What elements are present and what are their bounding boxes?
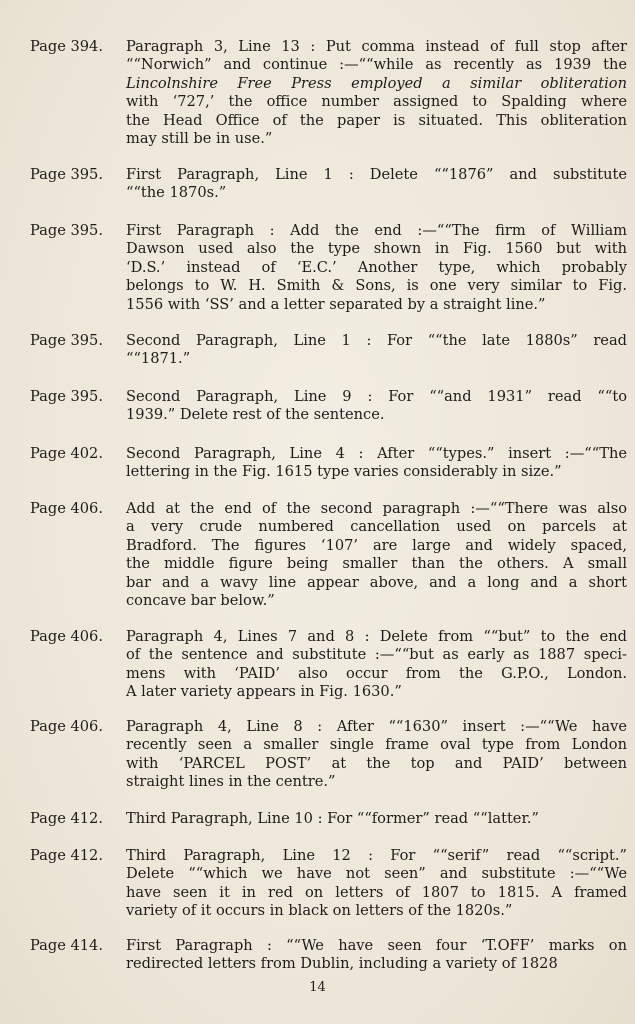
page-reference: Page 394.: [30, 38, 103, 55]
text-line: Delete ““which we have not seen” and substitute :—““We: [126, 865, 627, 883]
text-line: First Paragraph : Add the end :—““The firm of William: [126, 222, 627, 239]
erratum-text: [126, 628, 627, 702]
text-line: Bradford. The figures ‘107’ are large and widely spaced,: [126, 536, 627, 554]
text-line: Lincolnshire Free Press employed a similar obliteration: [126, 74, 627, 92]
erratum-text: [126, 38, 627, 148]
page-reference: Page 414.: [30, 937, 103, 954]
text-line: of the sentence and substitute :—““but as early as 1887 speci-: [126, 646, 627, 664]
page-number: 14: [309, 980, 326, 995]
text-line: A later variety appears in Fig. 1630.”: [126, 683, 402, 701]
text-line: First Paragraph, Line 1 : Delete ““1876” and substitute: [126, 166, 627, 183]
text-line: concave bar below.”: [126, 592, 275, 610]
erratum-text: [126, 388, 627, 425]
page-reference: Page 412.: [30, 847, 103, 864]
page-reference: Page 412.: [30, 810, 103, 827]
text-line: Third Paragraph, Line 10 : For ““former” read ““latter.”: [126, 810, 539, 827]
text-line: Second Paragraph, Line 4 : After ““types.” insert :—““The: [126, 445, 627, 462]
text-line: ““Norwich” and continue :—““while as recently as 1939 the: [126, 56, 627, 74]
text-line: the Head Office of the paper is situated. This obliteration: [126, 111, 627, 129]
text-line: Paragraph 3, Line 13 : Put comma instead of full stop after: [126, 38, 627, 55]
page-reference: Page 395.: [30, 222, 103, 239]
text-line: Third Paragraph, Line 12 : For ““serif” read ““script.”: [126, 847, 627, 864]
text-line: Second Paragraph, Line 9 : For ““and 1931” read ““to: [126, 388, 627, 405]
text-line: Dawson used also the type shown in Fig. 1560 but with: [126, 240, 627, 258]
text-line: bar and a wavy line appear above, and a long and a short: [126, 573, 627, 591]
text-line: Paragraph 4, Line 8 : After ““1630” insert :—““We have: [126, 718, 627, 735]
text-line: with ‘727,’ the office number assigned to Spalding where: [126, 93, 627, 111]
text-line: 1939.” Delete rest of the sentence.: [126, 406, 385, 424]
text-line: redirected letters from Dublin, including a variety of 1828: [126, 955, 558, 973]
text-line: belongs to W. H. Smith & Sons, is one very similar to Fig.: [126, 277, 627, 295]
text-line: Second Paragraph, Line 1 : For ““the late 1880s” read: [126, 332, 627, 349]
text-line: mens with ‘PAID’ also occur from the G.P.O., London.: [126, 664, 627, 682]
text-line: ‘D.S.’ instead of ‘E.C.’ Another type, which probably: [126, 258, 627, 276]
erratum-text: [126, 847, 627, 921]
page-reference: Page 402.: [30, 445, 103, 462]
text-line: First Paragraph : ““We have seen four ‘T.OFF’ marks on: [126, 937, 627, 954]
text-line: ““the 1870s.”: [126, 184, 227, 202]
erratum-text: [126, 810, 627, 828]
text-line: lettering in the Fig. 1615 type varies considerably in size.”: [126, 463, 562, 481]
text-line: 1556 with ‘SS’ and a letter separated by a straight line.”: [126, 295, 546, 313]
text-line: straight lines in the centre.”: [126, 773, 336, 791]
erratum-text: [126, 718, 627, 792]
text-line: ““1871.”: [126, 350, 191, 368]
text-line: a very crude numbered cancellation used on parcels at: [126, 518, 627, 536]
erratum-text: [126, 937, 627, 974]
text-line: may still be in use.”: [126, 130, 273, 148]
page-reference: Page 406.: [30, 628, 103, 645]
text-line: variety of it occurs in black on letters of the 1820s.”: [126, 902, 513, 920]
text-line: Paragraph 4, Lines 7 and 8 : Delete from ““but” to the end: [126, 628, 627, 645]
erratum-text: [126, 500, 627, 610]
erratum-text: [126, 445, 627, 482]
page-reference: Page 406.: [30, 718, 103, 735]
page-reference: Page 406.: [30, 500, 103, 517]
page-reference: Page 395.: [30, 388, 103, 405]
text-line: have seen it in red on letters of 1807 to 1815. A framed: [126, 883, 627, 901]
page-reference: Page 395.: [30, 166, 103, 183]
page-reference: Page 395.: [30, 332, 103, 349]
text-line: the middle figure being smaller than the others. A small: [126, 555, 627, 573]
erratum-text: [126, 332, 627, 369]
erratum-text: [126, 166, 627, 203]
text-line: with ‘PARCEL POST’ at the top and PAID’ between: [126, 754, 627, 772]
erratum-text: [126, 222, 627, 314]
text-line: Add at the end of the second paragraph :—““There was also: [126, 500, 627, 517]
text-line: recently seen a smaller single frame oval type from London: [126, 736, 627, 754]
